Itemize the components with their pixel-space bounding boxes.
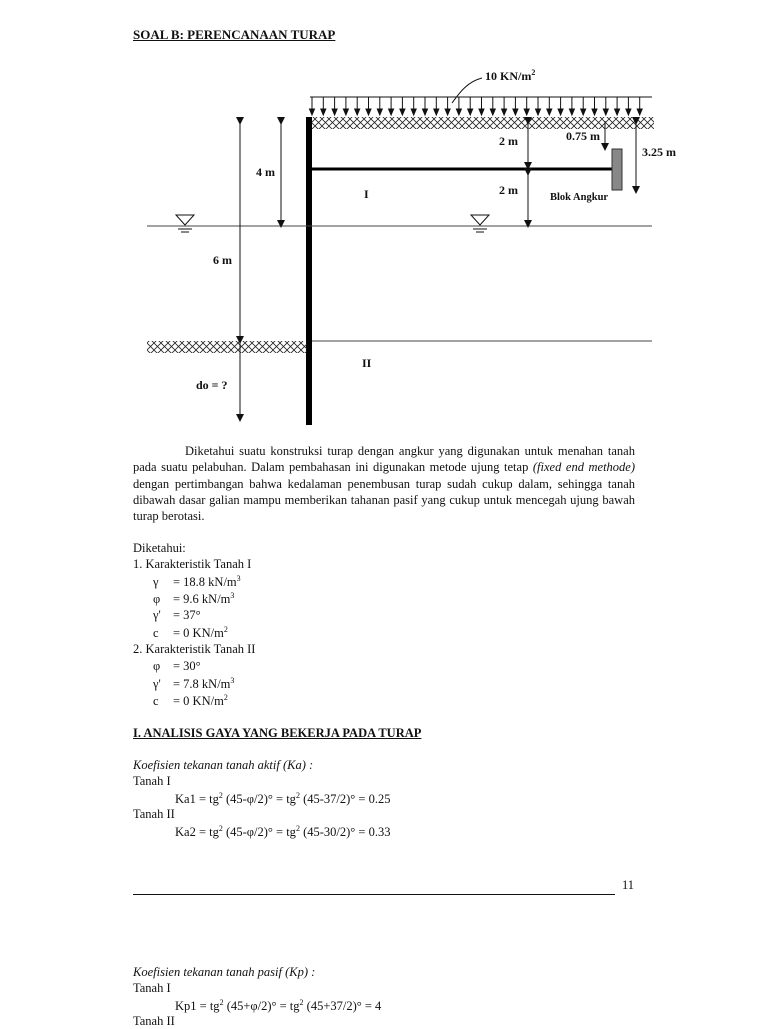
- load-arrow-head: [456, 109, 461, 115]
- load-arrow-head: [343, 109, 348, 115]
- soil-layer-2-label: II: [362, 356, 372, 370]
- load-arrow-head: [581, 109, 586, 115]
- kp-title: Koefisien tekanan tanah pasif (Kp) :: [133, 965, 316, 979]
- sheet-pile-diagram: [0, 0, 768, 440]
- load-arrow-head: [536, 109, 541, 115]
- load-arrow-head: [400, 109, 405, 115]
- soil-1-row: γ' = 37°: [153, 608, 201, 622]
- ka2-formula: $Ka2 = tg^2$ $(45-\varphi/2)^\circ = tg^2$ (45-30/2)° = 0.33: [175, 824, 391, 840]
- section-1-heading: I. ANALISIS GAYA YANG BEKERJA PADA TURAP: [133, 726, 422, 740]
- load-arrow-head: [479, 109, 484, 115]
- anchor-block: [612, 149, 622, 190]
- load-arrow-head: [366, 109, 371, 115]
- label-do: do = ?: [196, 378, 228, 392]
- anchor-block-label: Blok Angkur: [550, 192, 609, 203]
- soil-1-row: γ = 18.8 $kN/m^3$: [153, 574, 241, 590]
- load-arrow-head: [603, 109, 608, 115]
- load-arrow-head: [558, 109, 563, 115]
- soil-2-row: c = 0 $KN/m^2$: [153, 693, 228, 709]
- load-arrow-head: [423, 109, 428, 115]
- label-075m: 0.75 m: [566, 129, 600, 143]
- load-arrow-head: [434, 109, 439, 115]
- load-arrow-head: [569, 109, 574, 115]
- soil-layer-1-label: I: [364, 187, 369, 201]
- footer-rule: [133, 894, 615, 895]
- load-arrow-head: [377, 109, 382, 115]
- label-2m-bottom: 2 m: [499, 183, 518, 197]
- load-arrow-head: [592, 109, 597, 115]
- load-leader-line: [452, 78, 482, 103]
- soil-1-row: φ = 9.6 $kN/m^3$: [153, 591, 235, 607]
- load-arrow-head: [411, 109, 416, 115]
- surcharge-load-arrows: [310, 97, 653, 115]
- document-title: SOAL B: PERENCANAAN TURAP: [133, 27, 336, 42]
- label-6m: 6 m: [213, 253, 232, 267]
- load-arrow-head: [355, 109, 360, 115]
- ka1-formula: $Ka1 = tg^2$ $(45-\varphi/2)^\circ = tg^2$ (45-37/2)° = 0.25: [175, 791, 391, 807]
- load-arrow-head: [637, 109, 642, 115]
- load-arrow-head: [310, 109, 315, 115]
- label-2m-top: 2 m: [499, 134, 518, 148]
- load-arrow-head: [626, 109, 631, 115]
- known-heading: Diketahui:: [133, 541, 186, 555]
- sheet-pile: [306, 117, 312, 425]
- surcharge-label: 10 $KN/m^2$: [485, 68, 536, 83]
- soil-2-row: γ' = 7.8 $kN/m^3$: [153, 676, 235, 692]
- load-arrow-head: [547, 109, 552, 115]
- kp-tanah-2-label: Tanah II: [133, 1014, 175, 1028]
- ka-tanah-1-label: Tanah I: [133, 774, 171, 788]
- load-arrow-head: [468, 109, 473, 115]
- description-paragraph: Diketahui suatu konstruksi turap dengan angkur yang digunakan untuk menahan tanah pada suatu pelabuhan. Dalam pembahasan ini digunakan metode ujung tetap (fixed end methode) dengan pertimbangan bahwa kedalaman penembusan turap sudah cukup dalam, sehingga tanah dibawah dasar galian mampu memberikan tahanan pasif yang cukup untuk mencegah ujung bawah turap berotasi.: [133, 444, 635, 524]
- soil-1-title: 1. Karakteristik Tanah I: [133, 557, 252, 571]
- ka-tanah-2-label: Tanah II: [133, 807, 175, 821]
- ground-surface-hatch: [312, 117, 654, 129]
- kp-tanah-1-label: Tanah I: [133, 981, 171, 995]
- kp1-formula: $Kp1 = tg^2$ $(45+\varphi/2)^\circ = tg^2$ (45+37/2)° = 4: [175, 998, 382, 1014]
- load-arrow-head: [615, 109, 620, 115]
- load-arrow-head: [321, 109, 326, 115]
- soil-2-title: 2. Karakteristik Tanah II: [133, 642, 256, 656]
- water-level-symbol-left: [176, 215, 194, 232]
- load-arrow-head: [490, 109, 495, 115]
- load-arrow-head: [513, 109, 518, 115]
- load-arrow-head: [502, 109, 507, 115]
- page-number: 11: [622, 878, 635, 892]
- load-arrow-head: [389, 109, 394, 115]
- label-4m: 4 m: [256, 165, 275, 179]
- soil-1-row: c = 0 $KN/m^2$: [153, 625, 228, 641]
- load-arrow-head: [524, 109, 529, 115]
- label-325m: 3.25 m: [642, 145, 676, 159]
- soil-2-row: φ = 30°: [153, 659, 201, 673]
- ka-title: Koefisien tekanan tanah aktif (Ka) :: [133, 758, 314, 772]
- load-arrow-head: [445, 109, 450, 115]
- water-level-symbol-right: [471, 215, 489, 232]
- dredge-level-hatch: [147, 341, 307, 353]
- load-arrow-head: [332, 109, 337, 115]
